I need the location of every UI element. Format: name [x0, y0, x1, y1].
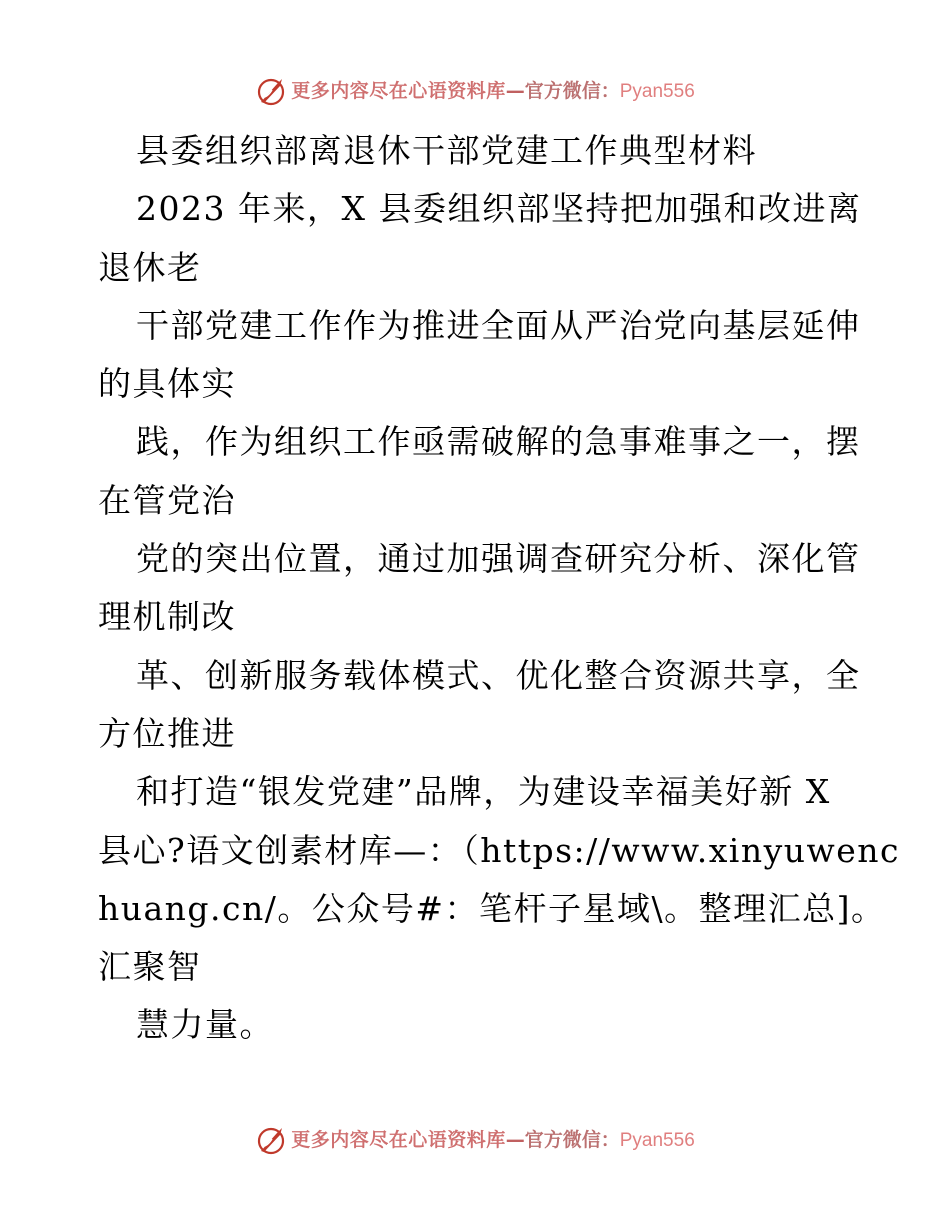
paragraph-line: 汇聚智	[98, 947, 202, 987]
paragraph-line: 干部党建工作作为推进全面从严治党向基层延伸	[136, 305, 861, 345]
paragraph-line: 党的突出位置，通过加强调查研究分析、深化管	[136, 539, 861, 579]
paragraph-line: 革、创新服务载体模式、优化整合资源共享，全	[136, 655, 861, 695]
paragraph-line: 践，作为组织工作亟需破解的急事难事之一，摆	[136, 422, 861, 462]
watermark-wechat-id: Pyan556	[619, 1129, 695, 1151]
quill-pen-seal-icon	[255, 75, 287, 107]
paragraph-line: 方位推进	[98, 713, 236, 753]
watermark-text: 更多内容尽在心语资料库	[291, 1128, 506, 1151]
watermark-separator: —	[505, 79, 525, 102]
paragraph-line: 的具体实	[98, 364, 236, 404]
paragraph-line: 理机制改	[98, 597, 236, 637]
watermark-wechat-id: Pyan556	[619, 80, 695, 102]
paragraph-line-with-link: huang.cn/。公众号#：笔杆子星域\。整理汇总]。	[98, 888, 886, 928]
footer-watermark	[0, 1120, 950, 1160]
paragraph-line: 和打造“银发党建”品牌，为建设幸福美好新 X	[136, 772, 831, 812]
document-title-line: 县委组织部离退休干部党建工作典型材料	[136, 131, 757, 170]
header-watermark	[0, 71, 950, 111]
paragraph-line: 在管党治	[98, 480, 236, 520]
paragraph-line: 退休老	[98, 247, 202, 287]
watermark-text: 更多内容尽在心语资料库	[291, 79, 506, 102]
quill-pen-seal-icon	[255, 1124, 287, 1156]
watermark-wechat-label: 官方微信：	[524, 1128, 620, 1151]
paragraph-line: 慧力量。	[136, 1005, 274, 1045]
watermark-wechat-label: 官方微信：	[524, 79, 620, 102]
paragraph-line: 2023 年来，X 县委组织部坚持把加强和改进离	[136, 189, 862, 229]
paragraph-line-with-link: 县心?语文创素材库—：（https://www.xinyuwenc	[98, 830, 901, 870]
watermark-separator: —	[505, 1128, 525, 1151]
document-body	[98, 122, 901, 1055]
